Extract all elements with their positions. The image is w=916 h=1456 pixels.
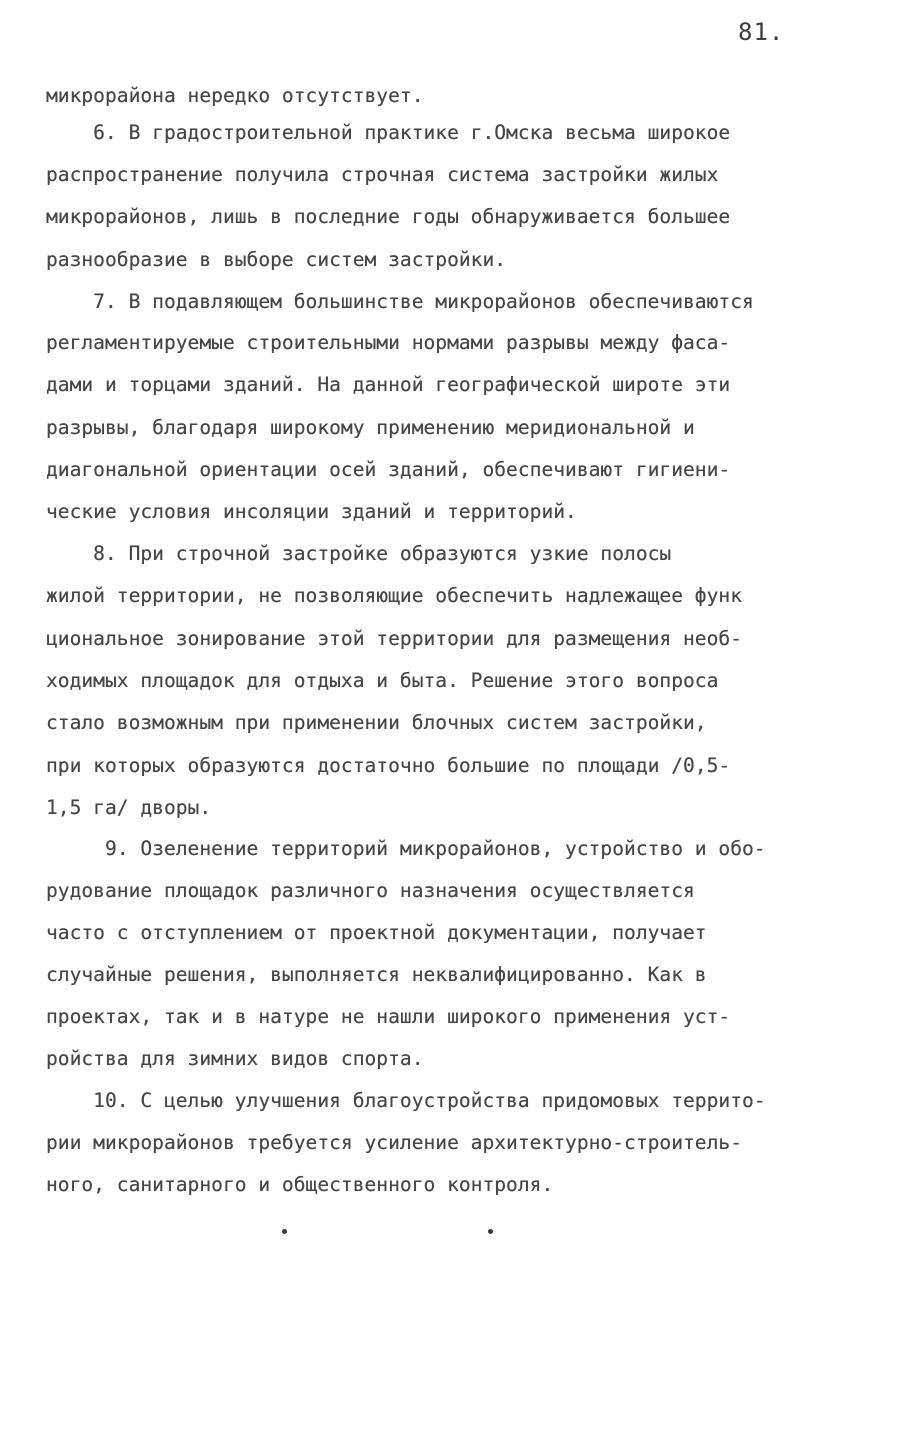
bullet-dot <box>488 1229 493 1234</box>
text-line: 1,5 га/ дворы. <box>46 796 212 819</box>
text-line: жилой территории, не позволяющие обеспечить надлежащее функ <box>46 584 742 607</box>
text-line: 6. В градостроительной практике г.Омска весьма широкое <box>46 121 731 144</box>
text-line: циональное зонирование этой территории для размещения необ- <box>46 627 742 650</box>
text-line: разнообразие в выборе систем застройки. <box>46 248 507 271</box>
text-line: ного, санитарного и общественного контроля. <box>46 1173 554 1196</box>
text-line: проектах, так и в натуре не нашли широкого применения уст- <box>46 1005 731 1028</box>
bullet-dot <box>282 1229 287 1234</box>
text-line: случайные решения, выполняется неквалифицированно. Как в <box>46 963 707 986</box>
text-line: часто с отступлением от проектной документации, получает <box>46 921 707 944</box>
text-line: 9. Озеленение территорий микрорайонов, устройство и обо- <box>46 837 766 860</box>
text-line: микрорайона нередко отсутствует. <box>46 84 424 107</box>
text-line: 10. С целью улучшения благоустройства придомовых террито- <box>46 1089 766 1112</box>
text-line: рудование площадок различного назначения осуществляется <box>46 879 695 902</box>
text-line: распространение получила строчная система застройки жилых <box>46 163 719 186</box>
text-line: разрывы, благодаря широкому применению меридиональной и <box>46 416 695 439</box>
text-line: дами и торцами зданий. На данной географической широте эти <box>46 373 731 396</box>
text-line: 7. В подавляющем большинстве микрорайонов обеспечиваются <box>46 290 754 313</box>
text-line: рии микрорайонов требуется усиление архитектурно-строитель- <box>46 1131 742 1154</box>
text-line: ходимых площадок для отдыха и быта. Решение этого вопроса <box>46 669 719 692</box>
page-number: 81. <box>738 18 785 46</box>
text-line: диагональной ориентации осей зданий, обеспечивают гигиени- <box>46 458 731 481</box>
text-line: регламентируемые строительными нормами разрывы между фаса- <box>46 331 731 354</box>
text-line: стало возможным при применении блочных систем застройки, <box>46 711 707 734</box>
text-line: 8. При строчной застройке образуются узкие полосы <box>46 542 672 565</box>
text-line: при которых образуются достаточно большие по площади /0,5- <box>46 754 731 777</box>
text-line: ройства для зимних видов спорта. <box>46 1047 424 1070</box>
text-line: микрорайонов, лишь в последние годы обнаруживается большее <box>46 205 731 228</box>
text-line: ческие условия инсоляции зданий и территорий. <box>46 500 577 523</box>
